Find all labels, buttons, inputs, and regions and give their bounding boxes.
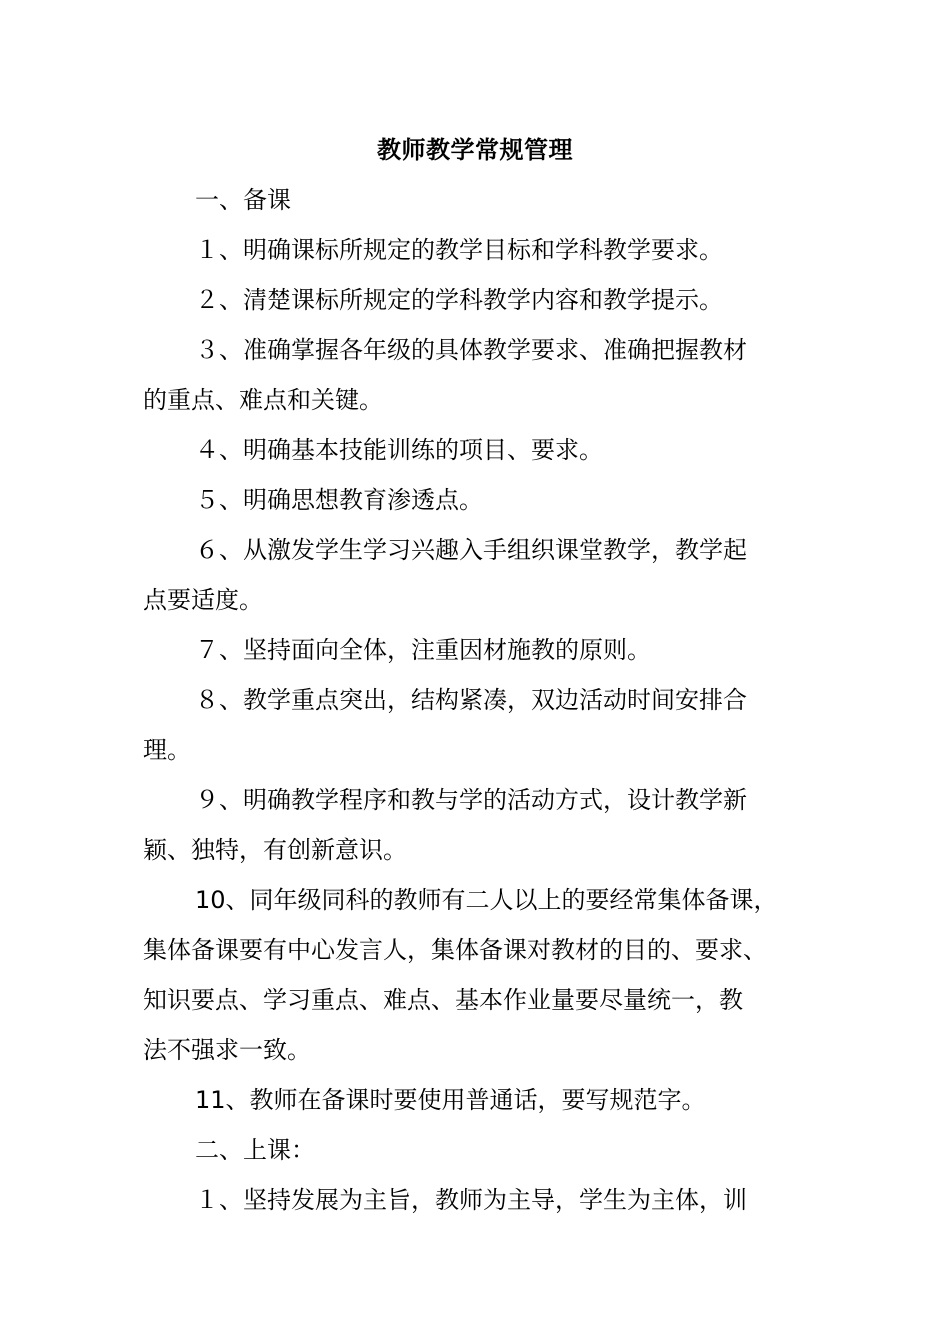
paragraph-line: ３、准确掌握各年级的具体教学要求、准确把握教材 <box>195 336 747 364</box>
paragraph-line: ５、明确思想教育渗透点。 <box>195 486 483 514</box>
paragraph-line: 颖、独特，有创新意识。 <box>143 836 407 864</box>
section-heading-prep: 一、备课 <box>195 186 291 214</box>
paragraph-line: １、明确课标所规定的教学目标和学科教学要求。 <box>195 236 723 264</box>
paragraph-line: ２、清楚课标所规定的学科教学内容和教学提示。 <box>195 286 723 314</box>
paragraph-line: ８、教学重点突出，结构紧凑，双边活动时间安排合 <box>195 686 747 714</box>
paragraph-line: 11、教师在备课时要使用普通话，要写规范字。 <box>195 1086 706 1114</box>
section-heading-class: 二、上课： <box>195 1136 315 1164</box>
paragraph-line: 知识要点、学习重点、难点、基本作业量要尽量统一，教 <box>143 986 743 1014</box>
paragraph-line: ６、从激发学生学习兴趣入手组织课堂教学，教学起 <box>195 536 747 564</box>
paragraph-line: 10、同年级同科的教师有二人以上的要经常集体备课， <box>195 886 778 914</box>
paragraph-line: 点要适度。 <box>143 586 263 614</box>
paragraph-line: ７、坚持面向全体，注重因材施教的原则。 <box>195 636 651 664</box>
paragraph-line: １、坚持发展为主旨，教师为主导，学生为主体，训 <box>195 1186 747 1214</box>
paragraph-line: 法不强求一致。 <box>143 1036 311 1064</box>
paragraph-line: 的重点、难点和关键。 <box>143 386 383 414</box>
document-title: 教师教学常规管理 <box>377 136 573 164</box>
paragraph-line: ９、明确教学程序和教与学的活动方式，设计教学新 <box>195 786 747 814</box>
paragraph-line: 集体备课要有中心发言人，集体备课对教材的目的、要求、 <box>143 936 767 964</box>
paragraph-line: ４、明确基本技能训练的项目、要求。 <box>195 436 603 464</box>
paragraph-line: 理。 <box>143 736 191 764</box>
